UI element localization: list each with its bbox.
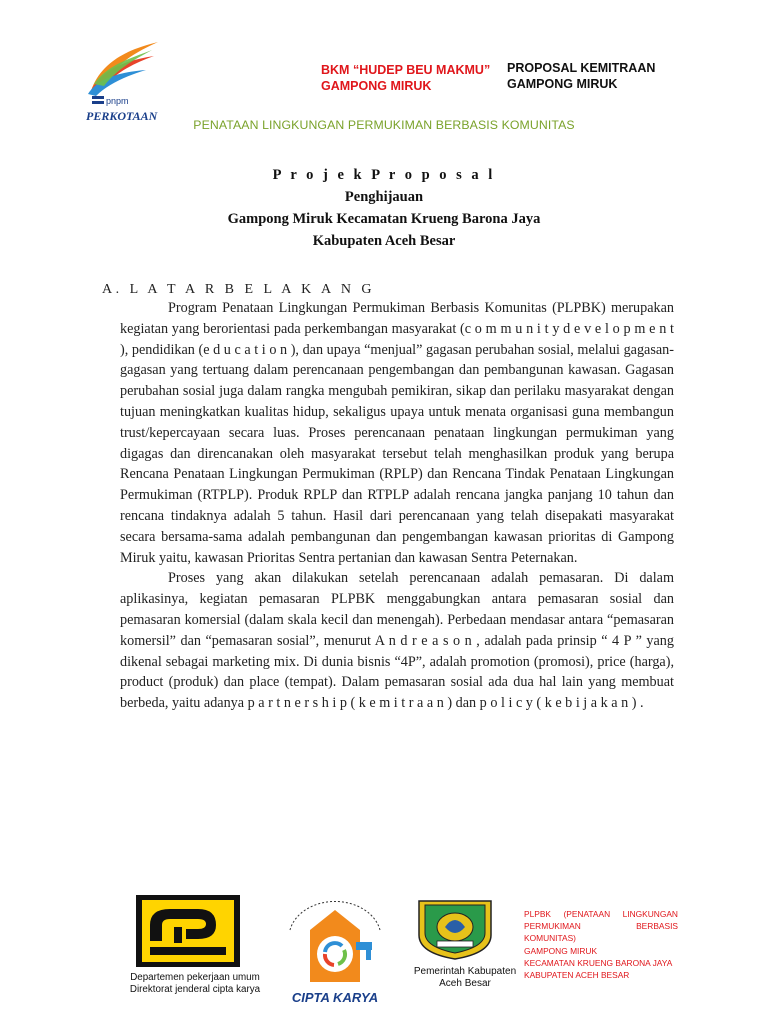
section-body	[120, 298, 674, 714]
pekerjaan-umum-logo-icon	[136, 895, 240, 967]
paragraph-2: Proses yang akan dilakukan setelah perencanaan adalah pemasaran. Di dalam aplikasinya, kegiatan pemasaran PLPBK menggabungkan antara pemasaran sosial dan pemasaran komersial (dalam skala kecil dan menengah). Perbedaan mendasar antara “pemasaran komersil” dan “pemasaran sosial”, menurut A n d r e a s o n , adalah pada prinsip “ 4 P ” yang dikenal sebagai marketing mix. Di dunia bisnis “4P”, adalah promotion (promosi), price (harga), product (produk) dan place (tempat). Dalam pemasaran sosial ada dua hal lain yang membuat berbeda, yaitu adanya p a r t n e r s h i p ( k e m i t r a a n ) dan p o l i c y ( k e b i j a k a n ) .	[120, 570, 674, 712]
pu-caption-line-2: Direktorat jenderal cipta karya	[129, 984, 261, 995]
aceh-caption-line-1: Pemerintah Kabupaten	[413, 966, 517, 977]
footer-info-line-3: KOMUNITAS)	[524, 933, 576, 944]
proposal-title-block	[0, 164, 768, 252]
program-subtitle: PENATAAN LINGKUNGAN PERMUKIMAN BERBASIS KOMUNITAS	[193, 118, 575, 132]
org-line-2: GAMPONG MIRUK	[321, 79, 432, 93]
footer-info-line-1: PLPBK (PENATAAN LINGKUNGAN	[524, 909, 678, 919]
footer-info-line-2: PERMUKIMAN BERBASIS	[524, 921, 678, 932]
pu-caption	[110, 972, 280, 996]
section-heading: A. L A T A R B E L A K A N G	[102, 282, 376, 297]
cipta-karya-logo-icon	[280, 890, 390, 1010]
doc-line-1: PROPOSAL KEMITRAAN	[507, 61, 656, 75]
org-line-1: BKM “HUDEP BEU MAKMU”	[321, 63, 491, 77]
title-line-3: Gampong Miruk Kecamatan Krueng Barona Jaya	[227, 211, 541, 227]
pnpm-brand-small: pnpm	[106, 96, 129, 106]
paragraph-1: Program Penataan Lingkungan Permukiman Berbasis Komunitas (PLPBK) merupakan kegiatan yang berorientasi pada perkembangan masyarakat (c o m m u n i t y d e v e l o p m e n t ), pendidikan (e d u c a t i o n ), dan upaya “menjual” gagasan perubahan sosial, melalui gagasan-gagasan yang tertuang dalam perencanaan pengembangan dan pembangunan kawasan. Gagasan perubahan sosial juga dalam rangka mengubah pemikiran, sikap dan perilaku masyarakat dengan tujuan meningkatkan kualitas hidup, sekaligus upaya untuk menata organisasi guna membangun trust/kepercayaan secara luas. Proses perencanaan penataan lingkungan permukiman yang digagas dan direncanakan oleh masyarakat tersebut telah menghasilkan produk yang berupa Rencana Penataan Lingkungan Permukiman (RPLP) dan Rencana Tindak Penataan Lingkungan Permukiman (RTPLP). Produk RPLP dan RTPLP adalah rencana jangka panjang 10 tahun dan rencana tindaknya adalah 5 tahun. Hasil dari perencanaan yang telah disepakati masyarakat secara bersama-sama adalah pembangunan dan pengembangan kawasan prioritas di Gampong Miruk yaitu, kawasan Prioritas Sentra pertanian dan kawasan Sentra Peternakan.	[120, 300, 674, 566]
aceh-caption	[405, 966, 525, 990]
pnpm-perkotaan-logo-icon	[84, 38, 164, 124]
footer-info-line-6: KABUPATEN ACEH BESAR	[524, 970, 630, 981]
organization-header	[321, 62, 490, 94]
title-line-4: Kabupaten Aceh Besar	[312, 233, 456, 249]
pnpm-brand-name: PERKOTAAN	[86, 109, 158, 123]
title-line-1: P r o j e k P r o p o s a l	[272, 167, 496, 183]
footer-info-line-4: GAMPONG MIRUK	[524, 945, 598, 956]
aceh-besar-emblem-icon	[415, 895, 495, 961]
footer-info-line-5: KECAMATAN KRUENG BARONA JAYA	[524, 957, 673, 968]
doc-line-2: GAMPONG MIRUK	[507, 77, 618, 91]
title-line-2: Penghijauan	[344, 189, 424, 205]
cipta-karya-name: CIPTA KARYA	[291, 990, 379, 1005]
pu-caption-line-1: Departemen pekerjaan umum	[130, 972, 260, 983]
footer-info	[524, 908, 678, 981]
aceh-caption-line-2: Aceh Besar	[439, 978, 491, 989]
document-header	[507, 60, 655, 92]
